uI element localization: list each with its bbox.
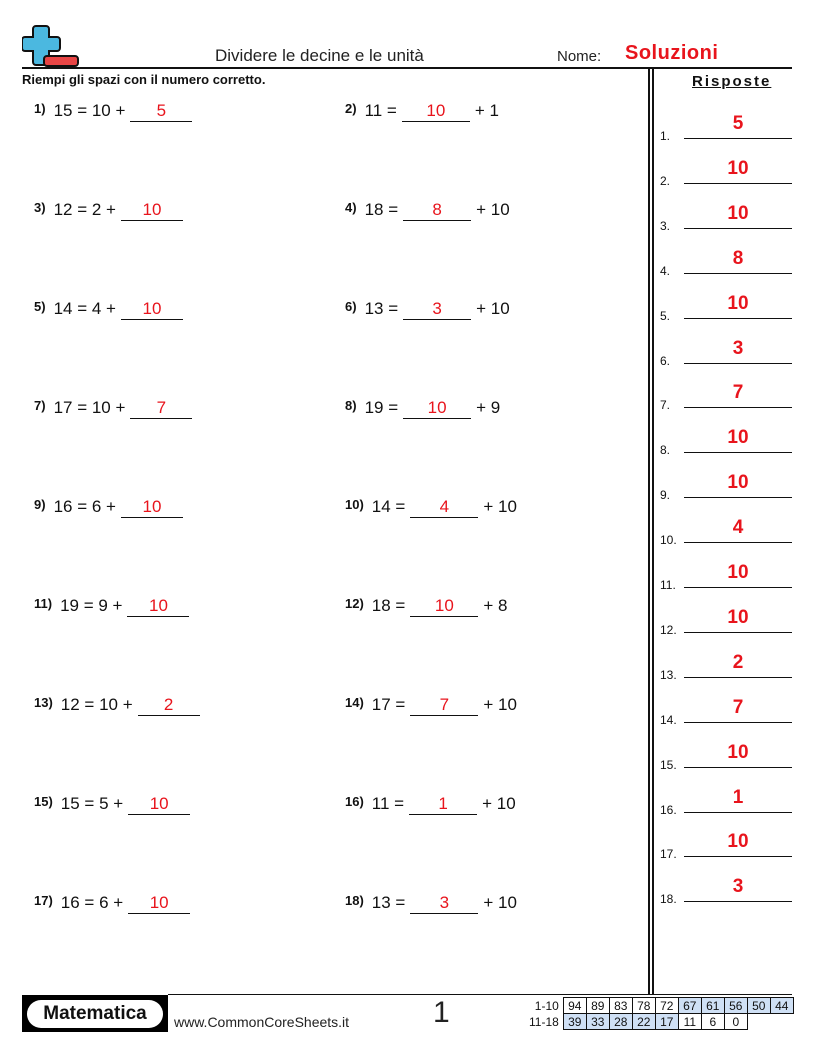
answer-key-item: [660, 552, 792, 592]
score-row: [526, 1014, 793, 1030]
answer-key-value: 1: [732, 786, 744, 808]
column-divider: [648, 68, 650, 994]
score-cell: 6: [701, 1014, 724, 1030]
answer-key-label: 2.: [660, 173, 671, 188]
problem-equation: 11 =: [364, 101, 397, 120]
answer-blank[interactable]: 10: [127, 596, 189, 617]
problem-equation: 18 =: [364, 200, 399, 219]
answer-key-title: Risposte: [692, 73, 772, 90]
brand-label: Matematica: [27, 1000, 163, 1028]
answer-key-value: 10: [727, 292, 749, 314]
problem-number: 8): [345, 398, 357, 413]
problem-addend: + 10: [476, 200, 510, 219]
problem-number: 1): [34, 101, 46, 116]
answer-key-item: [660, 148, 792, 188]
score-cell: 50: [747, 998, 770, 1014]
problem-16: [345, 794, 516, 815]
answer-key-label: 9.: [660, 488, 671, 503]
problem-1: [34, 101, 197, 122]
problem-equation: 14 = 4 +: [53, 299, 116, 318]
column-divider: [652, 68, 654, 994]
website-link[interactable]: www.CommonCoreSheets.it: [174, 1014, 350, 1030]
problem-addend: + 9: [476, 398, 501, 417]
problem-equation: 16 = 6 +: [60, 893, 124, 912]
problem-equation: 17 = 10 +: [53, 398, 126, 417]
problem-number: 9): [34, 497, 46, 512]
problem-18: [345, 893, 517, 914]
answer-key-item: [660, 777, 792, 817]
answer-key-item: [660, 462, 792, 502]
problem-equation: 12 = 10 +: [60, 695, 133, 714]
problem-equation: 17 =: [371, 695, 406, 714]
answer-key-value: 10: [727, 741, 749, 763]
problem-number: 3): [34, 200, 46, 215]
answer-blank[interactable]: 10: [128, 893, 190, 914]
problem-number: 16): [345, 794, 364, 809]
problem-number: 2): [345, 101, 357, 116]
answer-key-value: 10: [727, 831, 749, 853]
score-row-label: 1-10: [534, 998, 559, 1013]
score-cell: 61: [701, 998, 724, 1014]
score-cell: 83: [609, 998, 632, 1014]
answer-key-label: 5.: [660, 308, 671, 323]
problem-equation: 19 =: [364, 398, 399, 417]
score-row: [526, 998, 793, 1014]
answer-key-line: [684, 183, 792, 184]
answer-key-line: [684, 497, 792, 498]
answer-key-value: 4: [732, 517, 744, 539]
problem-2: [345, 101, 499, 122]
answer-key-value: 3: [732, 876, 744, 898]
score-cell: 78: [632, 998, 655, 1014]
problem-number: 4): [345, 200, 357, 215]
score-cell-empty: [747, 1014, 770, 1030]
answer-key-line: [684, 812, 792, 813]
answer-key-line: [684, 363, 792, 364]
page-number: 1: [433, 996, 450, 1029]
problem-9: [34, 497, 188, 518]
problem-addend: + 10: [483, 893, 517, 912]
answer-key-line: [684, 901, 792, 902]
problem-equation: 15 = 10 +: [53, 101, 126, 120]
problem-equation: 16 = 6 +: [53, 497, 116, 516]
score-cell: 94: [563, 998, 586, 1014]
problem-5: [34, 299, 188, 320]
score-cell: 56: [724, 998, 747, 1014]
problem-15: [34, 794, 195, 815]
answer-key-line: [684, 407, 792, 408]
score-cell: 17: [655, 1014, 678, 1030]
score-cell: 39: [563, 1014, 586, 1030]
answer-key-line: [684, 767, 792, 768]
answer-blank[interactable]: 3: [410, 893, 478, 914]
problem-addend: + 10: [483, 695, 517, 714]
answer-key-value: 7: [732, 382, 744, 404]
score-cell: 89: [586, 998, 609, 1014]
score-cell: 44: [770, 998, 793, 1014]
problem-6: [345, 299, 510, 320]
answer-blank[interactable]: 10: [403, 398, 471, 419]
problem-equation: 18 =: [371, 596, 406, 615]
problem-equation: 19 = 9 +: [60, 596, 123, 615]
answer-key-label: 15.: [660, 757, 677, 772]
answer-key-label: 17.: [660, 847, 677, 862]
score-cell: 28: [609, 1014, 632, 1030]
problem-3: [34, 200, 188, 221]
problem-equation: 13 =: [364, 299, 399, 318]
answer-blank[interactable]: 10: [410, 596, 478, 617]
answer-key-value: 8: [732, 247, 744, 269]
answer-key-line: [684, 138, 792, 139]
problem-number: 6): [345, 299, 357, 314]
answer-blank[interactable]: 4: [410, 497, 478, 518]
score-cell: 67: [678, 998, 701, 1014]
score-cell: 11: [678, 1014, 701, 1030]
problem-addend: + 10: [476, 299, 510, 318]
answer-key-item: [660, 866, 792, 906]
answer-key-line: [684, 318, 792, 319]
problem-12: [345, 596, 507, 617]
answer-key-item: [660, 328, 792, 368]
answer-blank[interactable]: 10: [121, 299, 183, 320]
problem-number: 10): [345, 497, 364, 512]
name-value: Soluzioni: [625, 42, 719, 64]
answer-key-label: 10.: [660, 533, 677, 548]
answer-key-value: 10: [727, 472, 749, 494]
answer-key-item: [660, 507, 792, 547]
answer-blank[interactable]: 8: [403, 200, 471, 221]
answer-key-value: 3: [732, 337, 744, 359]
problem-number: 14): [345, 695, 364, 710]
score-cell: 72: [655, 998, 678, 1014]
answer-key-item: [660, 103, 792, 143]
problem-17: [34, 893, 195, 914]
answer-key-line: [684, 856, 792, 857]
answer-key-item: [660, 238, 792, 278]
problem-number: 12): [345, 596, 364, 611]
problem-number: 17): [34, 893, 53, 908]
problem-number: 13): [34, 695, 53, 710]
answer-key-value: 5: [732, 113, 744, 134]
answer-blank[interactable]: 5: [130, 101, 192, 122]
problem-equation: 13 =: [371, 893, 406, 912]
answer-key-value: 10: [727, 562, 749, 583]
answer-key-label: 14.: [660, 712, 677, 727]
problem-14: [345, 695, 517, 716]
answer-key-value: 10: [727, 202, 749, 224]
score-cell: 22: [632, 1014, 655, 1030]
problem-number: 15): [34, 794, 53, 809]
answer-key-label: 11.: [660, 578, 676, 592]
problem-number: 11): [34, 596, 53, 611]
problem-7: [34, 398, 197, 419]
problem-addend: + 1: [474, 101, 499, 120]
problem-number: 18): [345, 893, 364, 908]
answer-key-item: [660, 372, 792, 412]
answer-key-value: 7: [732, 696, 744, 718]
worksheet-title: Dividere le decine e le unità: [215, 46, 424, 65]
problem-addend: + 8: [483, 596, 508, 615]
answer-key-label: 8.: [660, 443, 671, 458]
answer-key-line: [684, 452, 792, 453]
answer-blank[interactable]: 10: [121, 497, 183, 518]
answer-key-label: 12.: [660, 622, 677, 637]
answer-key-item: [660, 642, 792, 682]
answer-key-label: 3.: [660, 218, 671, 233]
problem-8: [345, 398, 500, 419]
answer-key-value: 10: [727, 606, 749, 628]
answer-key-item: [660, 732, 792, 772]
answer-key-line: [684, 273, 792, 274]
answer-key-label: 16.: [660, 802, 677, 817]
answer-blank[interactable]: 7: [130, 398, 192, 419]
answer-key-label: 1.: [660, 129, 671, 143]
answer-key-item: [660, 193, 792, 233]
answer-key-item: [660, 687, 792, 727]
answer-key-value: 2: [732, 651, 744, 673]
answer-key-label: 4.: [660, 263, 671, 278]
answer-key-label: 6.: [660, 353, 671, 368]
score-table: [526, 997, 794, 1030]
answer-key-label: 18.: [660, 892, 677, 907]
name-label: Nome:: [557, 48, 602, 65]
problem-equation: 15 = 5 +: [60, 794, 124, 813]
problem-addend: + 10: [483, 497, 517, 516]
problem-equation: 14 =: [371, 497, 406, 516]
answer-key-item: [660, 417, 792, 457]
score-cell: 0: [724, 1014, 747, 1030]
instructions: Riempi gli spazi con il numero corretto.: [22, 72, 266, 87]
answer-blank[interactable]: 2: [138, 695, 200, 716]
problem-equation: 12 = 2 +: [53, 200, 116, 219]
problem-equation: 11 =: [371, 794, 405, 813]
problem-addend: + 10: [482, 794, 516, 813]
answer-blank[interactable]: 7: [410, 695, 478, 716]
answer-key-line: [684, 722, 792, 723]
answer-blank[interactable]: 3: [403, 299, 471, 320]
answer-key-line: [684, 677, 792, 678]
answer-key-line: [684, 632, 792, 633]
problem-13: [34, 695, 205, 716]
answer-key-item: [660, 283, 792, 323]
answer-key-item: [660, 821, 792, 861]
answer-key-label: 7.: [660, 398, 671, 413]
answer-key-line: [684, 542, 792, 543]
answer-blank[interactable]: 10: [128, 794, 190, 815]
answer-key-item: [660, 597, 792, 637]
plus-minus-logo-icon: [22, 24, 80, 68]
answer-blank[interactable]: 10: [121, 200, 183, 221]
problem-number: 7): [34, 398, 46, 413]
answer-key-line: [684, 587, 792, 588]
problem-number: 5): [34, 299, 46, 314]
answer-key-label: 13.: [660, 667, 677, 682]
answer-key-line: [684, 228, 792, 229]
header-divider: [22, 67, 792, 69]
answer-blank[interactable]: 10: [402, 101, 470, 122]
problem-10: [345, 497, 517, 518]
answer-blank[interactable]: 1: [409, 794, 477, 815]
answer-key-value: 10: [727, 427, 749, 449]
score-cell-empty: [770, 1014, 793, 1030]
score-cell: 33: [586, 1014, 609, 1030]
answer-key-value: 10: [727, 157, 749, 179]
footer-divider: [168, 994, 792, 995]
problem-11: [34, 596, 194, 617]
problem-4: [345, 200, 510, 221]
score-row-label: 11-18: [529, 1014, 559, 1029]
